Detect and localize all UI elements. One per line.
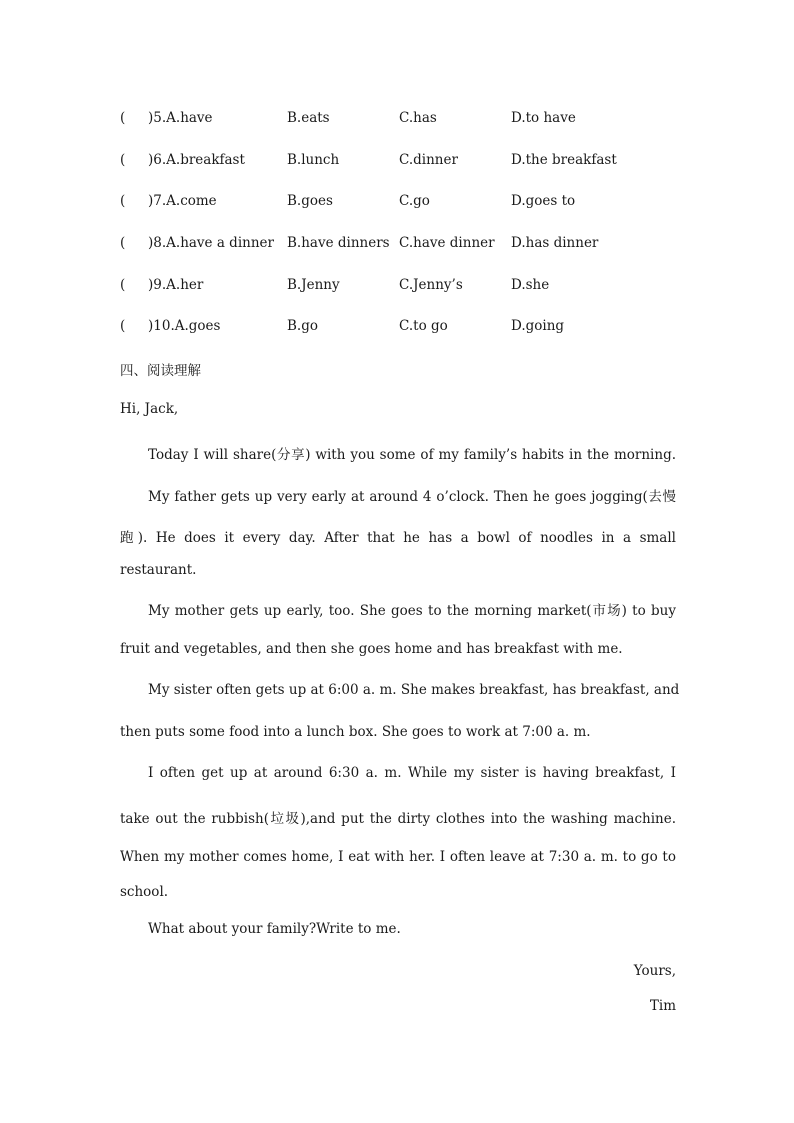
letter-line: When my mother comes home, I eat with her. I often leave at 7:30 a. m. to go to [120,849,676,865]
question-row-5 [120,110,700,130]
answer-blank: ( [120,277,126,293]
letter-closing: Yours, [633,963,676,979]
answer-blank: ( [120,318,126,334]
question-row-8 [120,235,700,255]
letter-line: fruit and vegetables, and then she goes home and has breakfast with me. [120,641,623,657]
option-b: B.eats [287,110,330,126]
letter-line: take out the rubbish(垃圾),and put the dirty clothes into the washing machine. [120,811,676,827]
letter-signature: Tim [649,998,676,1014]
letter-line: Today I will share(分享) with you some of my family’s habits in the morning. [148,447,676,463]
option-a: )9.A.her [148,277,204,293]
option-a: )6.A.breakfast [148,152,245,168]
question-row-9 [120,277,700,297]
option-c: C.have dinner [399,235,495,251]
option-b: B.goes [287,193,333,209]
answer-blank: ( [120,193,126,209]
option-d: D.to have [511,110,576,126]
letter-line: then puts some food into a lunch box. She goes to work at 7:00 a. m. [120,724,591,740]
option-a: )7.A.come [148,193,217,209]
option-b: B.Jenny [287,277,340,293]
letter-line: My sister often gets up at 6:00 a. m. She makes breakfast, has breakfast, and [148,682,680,698]
option-d: D.she [511,277,550,293]
option-c: C.to go [399,318,448,334]
letter-line: My mother gets up early, too. She goes to the morning market(市场) to buy [148,603,676,619]
option-c: C.Jenny’s [399,277,463,293]
question-row-6 [120,152,700,172]
question-row-7 [120,193,700,213]
letter-line: restaurant. [120,562,197,578]
option-b: B.lunch [287,152,340,168]
option-a: )10.A.goes [148,318,221,334]
option-d: D.the breakfast [511,152,617,168]
letter-line: 跑). He does it every day. After that he has a bowl of noodles in a small [120,530,676,546]
option-b: B.have dinners [287,235,390,251]
letter-greeting: Hi, Jack, [120,401,179,417]
option-c: C.go [399,193,430,209]
letter-line: What about your family?Write to me. [148,921,401,937]
option-d: D.has dinner [511,235,599,251]
option-a: )8.A.have a dinner [148,235,274,251]
letter-line: I often get up at around 6:30 a. m. While my sister is having breakfast, I [148,765,676,781]
answer-blank: ( [120,110,126,126]
option-b: B.go [287,318,318,334]
option-c: C.has [399,110,437,126]
letter-line: school. [120,884,169,900]
question-row-10 [120,318,700,338]
letter-line: My father gets up very early at around 4 o’clock. Then he goes jogging(去慢 [148,489,676,505]
answer-blank: ( [120,235,126,251]
option-d: D.going [511,318,565,334]
section-title: 四、阅读理解 [120,363,201,379]
option-c: C.dinner [399,152,458,168]
option-d: D.goes to [511,193,576,209]
answer-blank: ( [120,152,126,168]
option-a: )5.A.have [148,110,213,126]
